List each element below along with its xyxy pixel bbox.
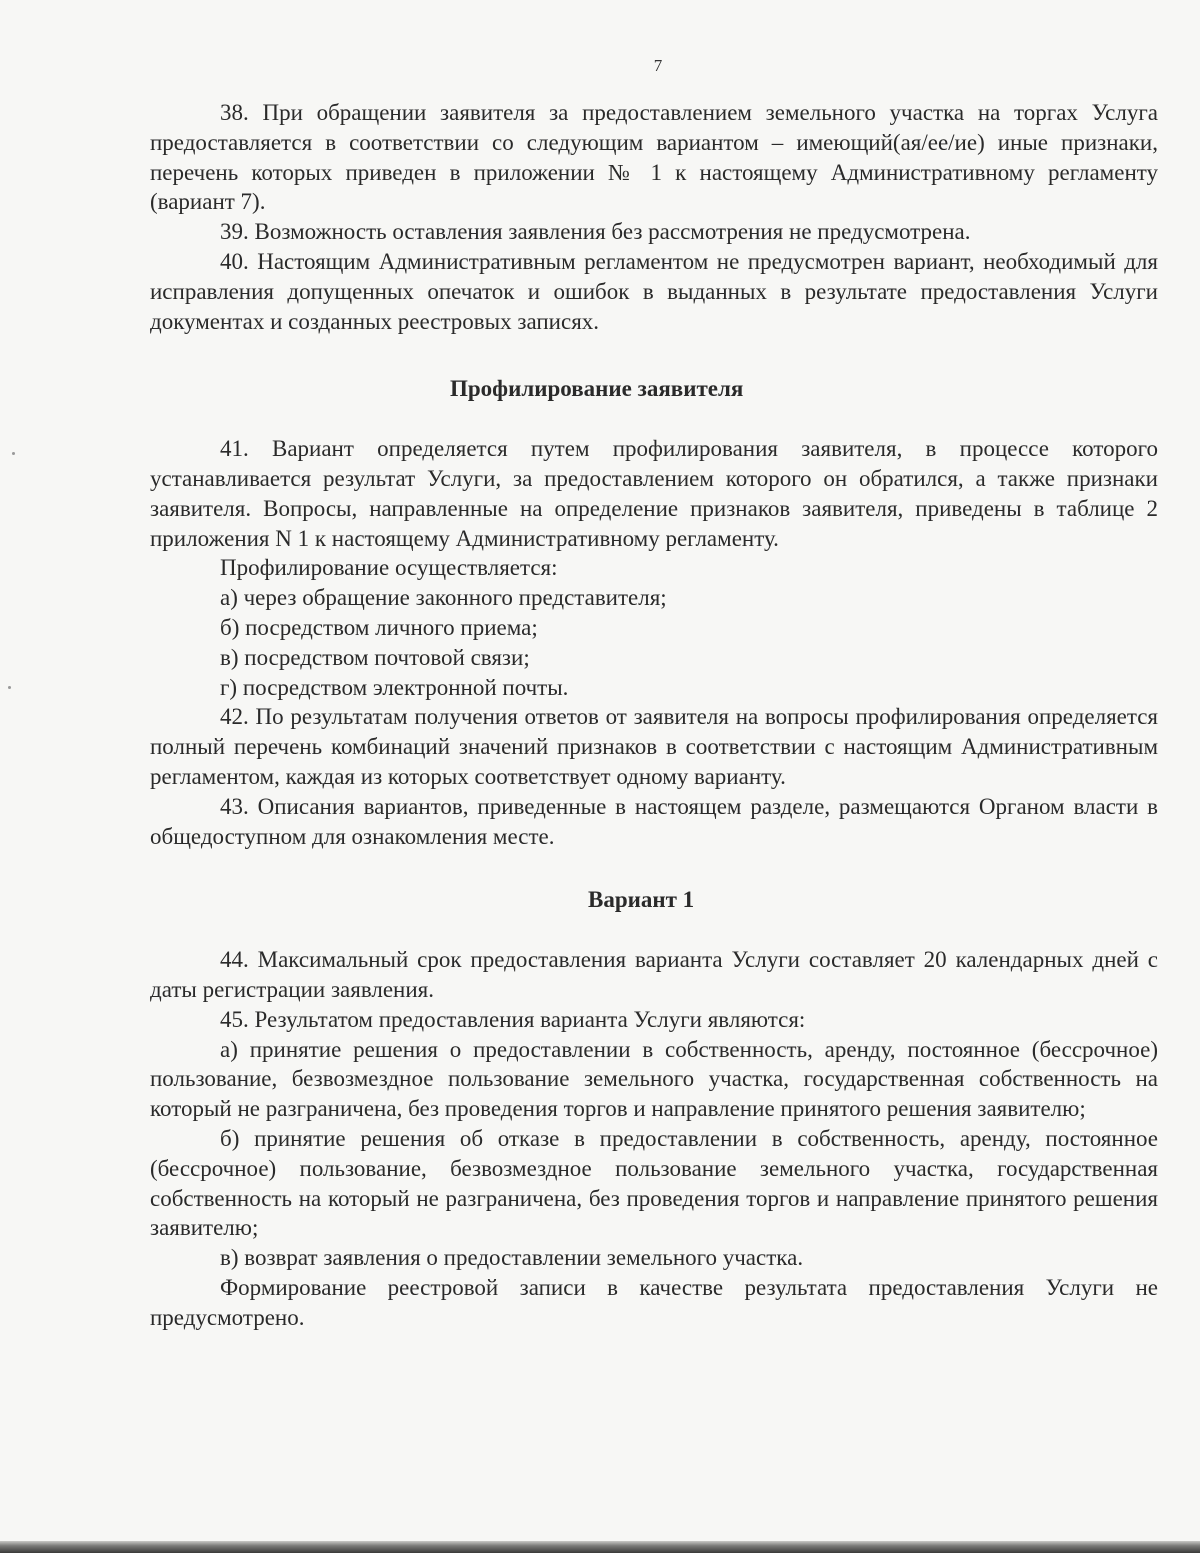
scan-speck bbox=[8, 686, 11, 689]
paragraph-profiling-methods: Профилирование осуществляется: bbox=[220, 555, 558, 581]
result-item-b: б) принятие решения об отказе в предоставлении в собственность, аренду, постоянное (бессрочное) пользование, безвозмездное пользование земельного участка, государственная собственность на который не разграничена, без проведения торгов и направление принятого решения заявителю; bbox=[150, 1125, 1158, 1241]
paragraph-registry-record: Формирование реестровой записи в качестве результата предоставления Услуги не предусмотрено. bbox=[150, 1274, 1158, 1330]
paragraph-41: 41. Вариант определяется путем профилирования заявителя, в процессе которого устанавливается результат Услуги, за предоставлением которого он обратился, а также признаки заявителя. Вопросы, направленные на определение признаков заявителя, приведены в таблице 2 приложения N 1 к настоящему Административному регламенту. bbox=[150, 436, 1158, 551]
heading-profiling: Профилирование заявителя bbox=[450, 376, 744, 402]
paragraph-45: 45. Результатом предоставления варианта Услуги являются: bbox=[220, 1006, 806, 1032]
paragraph-39: 39. Возможность оставления заявления без рассмотрения не предусмотрена. bbox=[220, 219, 971, 245]
result-item-v: в) возврат заявления о предоставлении земельного участка. bbox=[220, 1245, 804, 1271]
paragraph-40: 40. Настоящим Административным регламентом не предусмотрен вариант, необходимый для исправления допущенных опечаток и ошибок в выданных в результате предоставления Услуги документах и созданных реестровых записях. bbox=[150, 248, 1158, 334]
section-variant-1 bbox=[150, 945, 1158, 1332]
paragraph-43: 43. Описания вариантов, приведенные в настоящем разделе, размещаются Органом власти в общедоступном для ознакомления месте. bbox=[150, 793, 1158, 849]
document-body bbox=[150, 98, 1158, 1332]
section-variants-intro bbox=[150, 98, 1158, 336]
section-profiling bbox=[150, 434, 1158, 851]
paragraph-44: 44. Максимальный срок предоставления варианта Услуги составляет 20 календарных дней с даты регистрации заявления. bbox=[150, 947, 1158, 1002]
list-item-b: б) посредством личного приема; bbox=[220, 614, 538, 640]
list-item-v: в) посредством почтовой связи; bbox=[220, 644, 530, 670]
page-number: 7 bbox=[653, 56, 663, 75]
paragraph-42: 42. По результатам получения ответов от заявителя на вопросы профилирования определяется полный перечень комбинаций значений признаков в соответствии с настоящим Административным регламентом, каждая из которых соответствует одному варианту. bbox=[150, 704, 1158, 789]
result-item-a: а) принятие решения о предоставлении в собственность, аренду, постоянное (бессрочное) пользование, безвозмездное пользование земельного участка, государственная собственность на который не разграничена, без проведения торгов и направление принятого решения заявителю; bbox=[150, 1036, 1158, 1122]
list-item-g: г) посредством электронной почты. bbox=[220, 674, 569, 700]
scan-speck bbox=[12, 452, 15, 455]
paragraph-38: 38. При обращении заявителя за предоставлением земельного участка на торгах Услуга предоставляется в соответствии со следующим вариантом – имеющий(ая/ее/ие) иные признаки, перечень которых приведен в приложении № 1 к настоящему Административному регламенту (вариант 7). bbox=[150, 100, 1158, 215]
list-item-a: а) через обращение законного представителя; bbox=[220, 585, 667, 611]
heading-variant-1: Вариант 1 bbox=[588, 887, 695, 913]
scan-edge-bar bbox=[0, 1541, 1200, 1553]
